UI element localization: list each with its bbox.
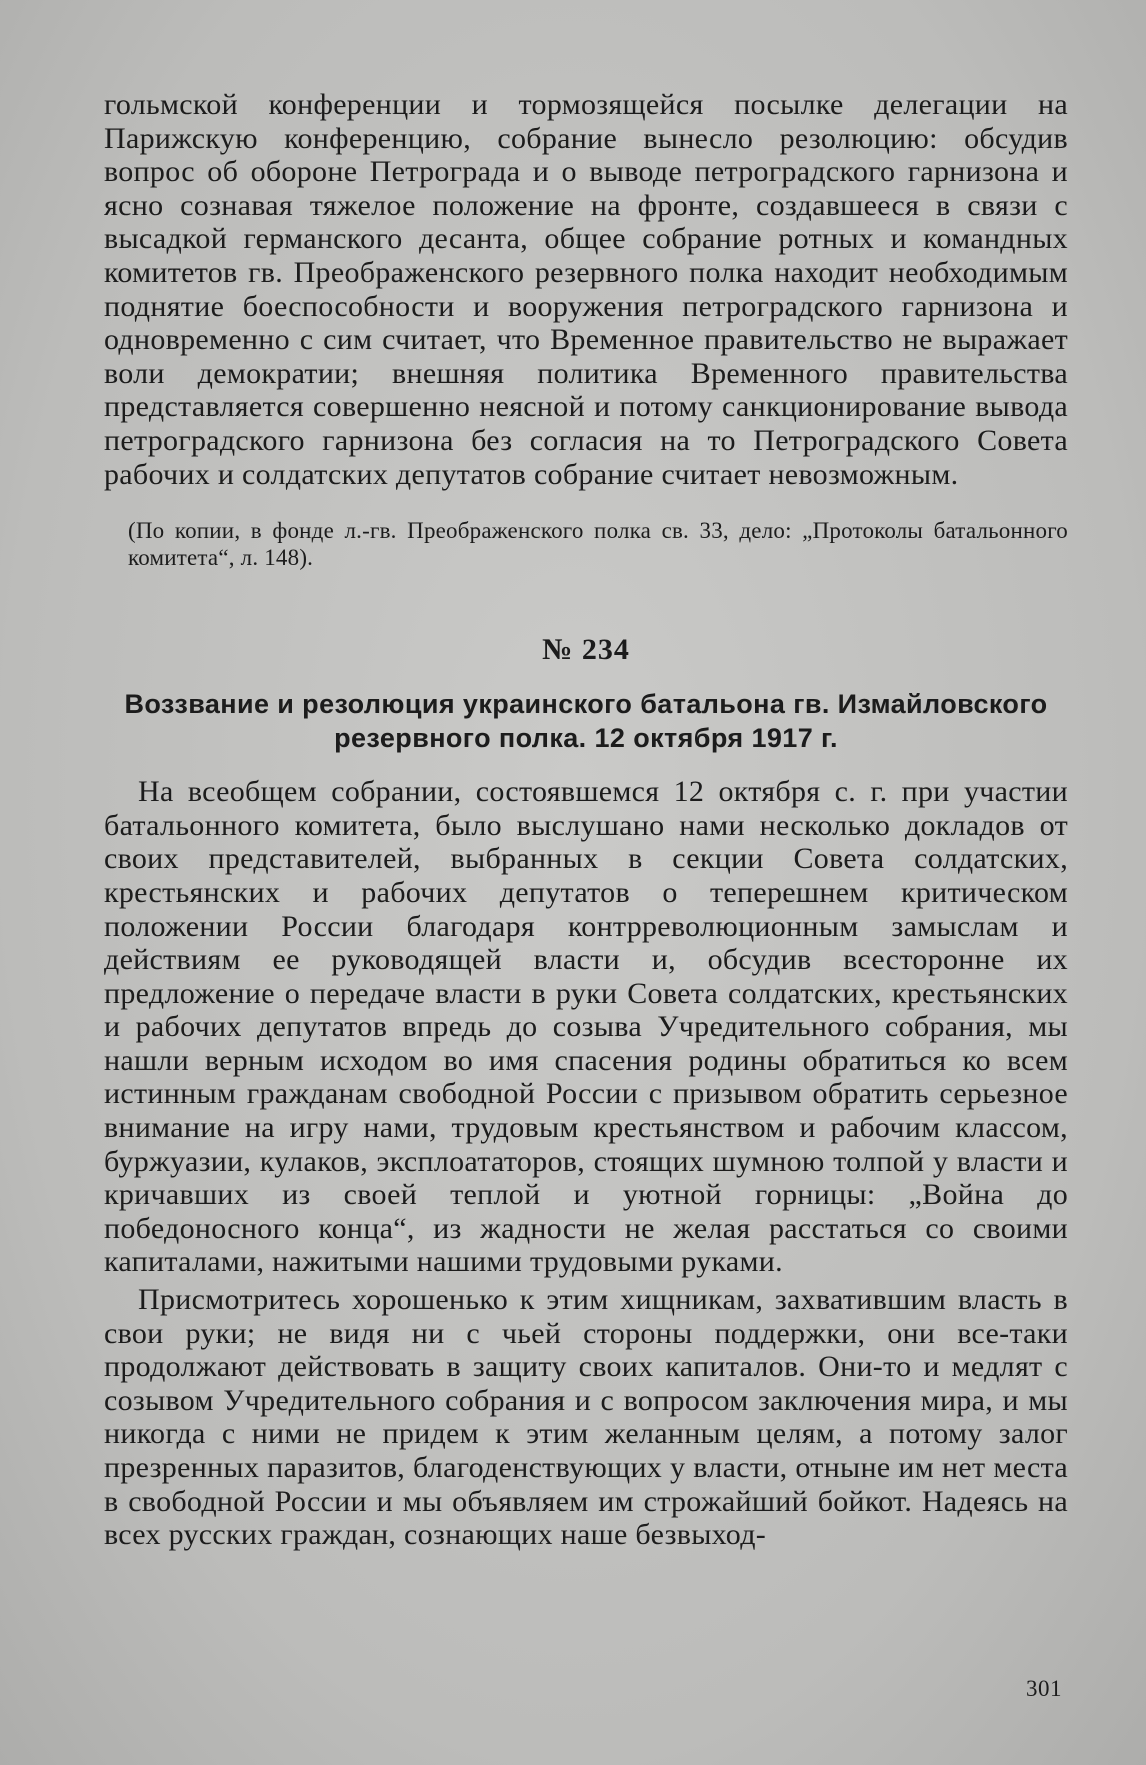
document-body [104, 775, 1068, 1552]
continuation-paragraph: гольмской конференции и тормозящейся посылке делегации на Парижскую конференцию, собрание вынесло резолюцию: обсудив вопрос об обороне Петрограда и о выводе петроградского гарнизона и ясно сознавая тяжелое положение на фронте, создавшееся в связи с высадкой германского десанта, общее собрание ротных и командных комитетов гв. Преображенского резервного полка находит необходимым поднятие боеспособности и вооружения петроградского гарнизона и одновременно с сим считает, что Временное правительство не выражает воли демократии; внешняя политика Временного правительства представляется совершенно неясной и потому санкционирование вывода петроградского гарнизона без согласия на то Петроградского Совета рабочих и солдатских депутатов собрание считает невозможным. [104, 88, 1068, 491]
body-paragraph-1: На всеобщем собрании, состоявшемся 12 октября с. г. при участии батальонного комитета, было выслушано нами несколько докладов от своих представителей, выбранных в секции Совета солдатских, крестьянских и рабочих депутатов о теперешнем критическом положении России благодаря контрреволюционным замыслам и действиям ее руководящей власти и, обсудив всесторонне их предложение о передаче власти в руки Совета солдатских, крестьянских и рабочих депутатов впредь до созыва Учредительного собрания, мы нашли верным исходом во имя спасения родины обратиться ко всем истинным гражданам свободной России с призывом обратить серьезное внимание на игру нами, трудовым крестьянством и рабочим классом, буржуазии, кулаков, эксплоататоров, стоящих шумною толпой у власти и кричавших из своей теплой и уютной горницы: „Война до победоносного конца“, из жадности не желая расстаться со своими капиталами, нажитыми нашими трудовыми руками. [104, 775, 1068, 1279]
page-content [104, 88, 1068, 1552]
document-number: № 234 [542, 633, 630, 667]
document-title: Воззвание и резолюция украинского батальона гв. Измайловского резервного полка. 12 октября 1917 г. [124, 689, 1048, 754]
body-paragraph-2: Присмотритесь хорошенько к этим хищникам, захватившим власть в свои руки; не видя ни с чьей стороны поддержки, они все-таки продолжают действовать в защиту своих капиталов. Они-то и медлят с созывом Учредительного собрания и с вопросом заключения мира, и мы никогда с ними не придем к этим желанным целям, а потому залог презренных паразитов, благоденствующих у власти, отныне им нет места в свободной России и мы объявляем им строжайший бойкот. Надеясь на всех русских граждан, сознающих наше безвыход- [104, 1283, 1068, 1552]
source-note: (По копии, в фонде л.-гв. Преображенского полка св. 33, дело: „Протоколы батальонного комитета“, л. 148). [128, 518, 1068, 571]
page-number: 301 [1026, 1676, 1062, 1701]
